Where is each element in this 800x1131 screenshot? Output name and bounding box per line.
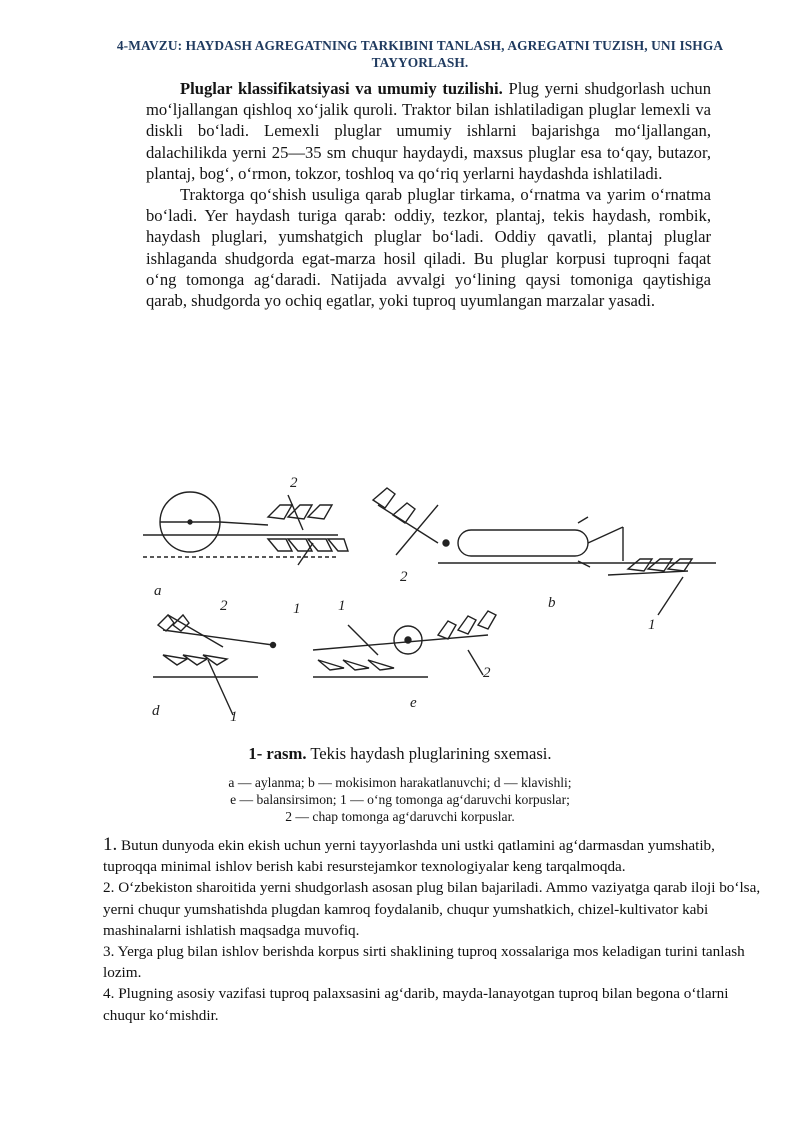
statement-1 xyxy=(103,834,763,877)
figure-legend xyxy=(0,774,800,825)
statement-number: 1. xyxy=(103,834,118,855)
statement-text: Butun dunyoda ekin ekish uchun yerni tayyorlashda uni ustki qatlamini agʻdarmasdan yumshatib, tuproqqa minimal ishlov berish kabi resurstejamkor texnologiyalar keng tarqalmoqda. xyxy=(103,837,715,876)
scheme-a-drawing xyxy=(143,492,348,565)
statement-number: 2. xyxy=(103,879,115,897)
paragraph-classification xyxy=(146,78,711,184)
fig-label-a-1: 1 xyxy=(293,601,301,617)
statement-2 xyxy=(103,877,763,941)
figure-caption-text: Tekis haydash pluglarining sxemasi. xyxy=(306,744,552,763)
statement-number: 3. xyxy=(103,943,115,961)
fig-label-d: d xyxy=(152,703,160,719)
fig-label-b-1: 1 xyxy=(648,617,656,633)
fig-label-e-2: 2 xyxy=(483,665,491,681)
legend-line-2: e — balansirsimon; 1 — oʻng tomonga agʻdaruvchi korpuslar; xyxy=(230,792,570,807)
fig-label-d-2: 2 xyxy=(220,598,228,614)
scanned-text-block xyxy=(146,78,711,311)
legend-line-3: 2 — chap tomonga agʻdaruvchi korpuslar. xyxy=(285,809,515,824)
statement-number: 4. xyxy=(103,985,115,1003)
fig-label-a-2: 2 xyxy=(290,475,298,491)
statement-text: Yerga plug bilan ishlov berishda korpus sirti shaklining tuproq xossalariga mos keladigan turini tanlash lozim. xyxy=(103,943,745,982)
figure-caption xyxy=(0,744,800,764)
paragraph-2-text: Traktorga qoʻshish usuliga qarab pluglar tirkama, oʻrnatma va yarim oʻrnatma boʻladi. Yer haydash turiga qarab: oddiy, tezkor, plantaj, tekis haydash, rombik, haydash pluglari, yumshatgich pluglar boʻladi. Oddiy qavatli, plantaj pluglar ishlaganda shudgorda egat-marza hosil qiladi. Bu pluglar korpusi tuproqni faqat oʻng tomonga agʻdaradi. Natijada avvalgi yoʻlining qaysi tomoniga qaytishiga qarab, shudgorda yo ochiq egatlar, yoki tuproq uyumlangan marzalar yasadi. xyxy=(146,185,711,311)
fig-label-b-2: 2 xyxy=(400,569,408,585)
legend-line-1: a — aylanma; b — mokisimon harakatlanuvchi; d — klavishli; xyxy=(228,775,572,790)
fig-label-d-1: 1 xyxy=(230,709,238,725)
scheme-e-drawing xyxy=(313,611,496,677)
scheme-d-drawing xyxy=(153,615,276,715)
fig-label-e-1: 1 xyxy=(338,598,346,614)
numbered-statements xyxy=(103,834,763,1026)
topic-heading: 4-MAVZU: HAYDASH AGREGATNING TARKIBINI TANLASH, AGREGATNI TUZISH, UNI ISHGA TAYYORLASH. xyxy=(116,38,724,70)
statement-text: Oʻzbekiston sharoitida yerni shudgorlash asosan plug bilan bajariladi. Ammo vaziyatga qarab iloji boʻlsa, yerni chuqur yumshatishda plugdan kamroq foydalanib, chuqur yumshatkich, chizel-kultivator kabi mashinalarni ishlatish maqsadga muvofiq. xyxy=(103,879,761,939)
section-title: Pluglar klassifikatsiyasi va umumiy tuzilishi. xyxy=(180,79,503,98)
paragraph-1-text: Plug yerni shudgorlash uchun moʻljallangan qishloq xoʻjalik quroli. Traktor bilan ishlatiladigan pluglar lemexli va diskli boʻladi. Lemexli pluglar umumiy ishlarni bajarishga moʻljallangan, dalachilikda yerni 25—35 sm chuqur haydaydi, maxsus pluglar esa toʻqay, butazor, plantaj, bogʻ, oʻrmon, tokzor, toshloq va qoʻriq yerlarni haydashda ishlatiladi. xyxy=(146,79,712,183)
plough-schemes-figure xyxy=(138,465,718,735)
fig-label-e: e xyxy=(410,695,417,711)
scheme-b-drawing xyxy=(373,488,716,615)
fig-label-b: b xyxy=(548,595,556,611)
fig-label-a: a xyxy=(154,583,162,599)
figure-number: 1- rasm. xyxy=(248,744,307,763)
statement-text: Plugning asosiy vazifasi tuproq palaxsasini agʻdarib, mayda-lanayotgan tuproq bilan begona oʻtlarni chuqur koʻmishdir. xyxy=(103,985,729,1024)
statement-3 xyxy=(103,941,763,983)
statement-4 xyxy=(103,983,763,1025)
